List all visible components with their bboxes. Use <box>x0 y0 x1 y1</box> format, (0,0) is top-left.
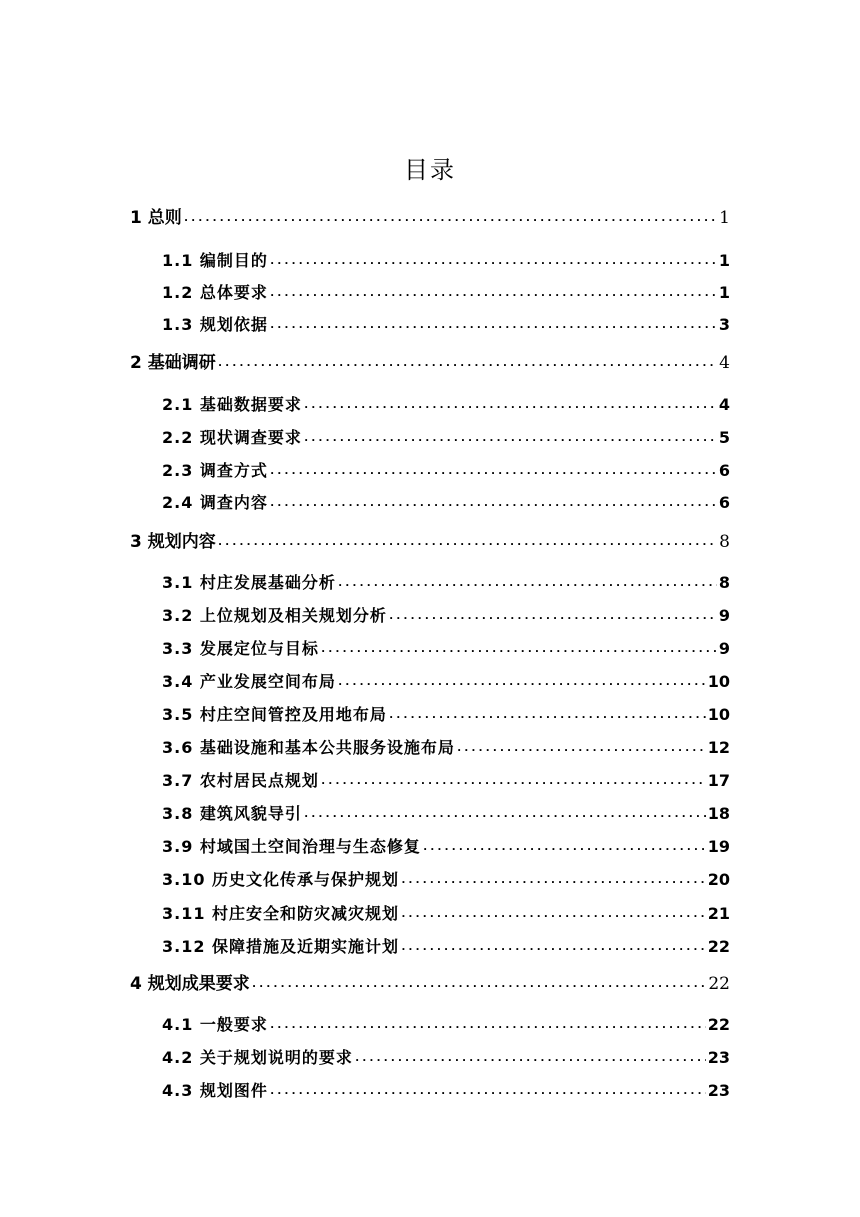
dot-leader <box>400 874 706 885</box>
toc-entry-label: 3 规划内容 <box>130 532 216 552</box>
toc-entry-label: 3.5 村庄空间管控及用地布局 <box>162 705 387 724</box>
toc-page-number: 23 <box>707 1081 730 1100</box>
toc-entry-label: 1 总则 <box>130 208 182 228</box>
dot-leader <box>269 319 717 330</box>
toc-page-number: 9 <box>718 606 730 625</box>
toc-entry-section-3-11[interactable] <box>162 903 730 925</box>
toc-entry-section-3-5[interactable] <box>162 704 730 726</box>
dot-leader <box>320 775 706 786</box>
toc-entry-section-3-8[interactable] <box>162 803 730 825</box>
dot-leader <box>303 808 706 819</box>
toc-entry-section-2-2[interactable] <box>162 427 730 449</box>
toc-entry-label: 4.2 关于规划说明的要求 <box>162 1048 353 1067</box>
dot-leader <box>269 465 717 476</box>
toc-entry-label: 2.3 调查方式 <box>162 461 268 480</box>
toc-page-number: 5 <box>718 428 730 447</box>
dot-leader <box>269 497 717 508</box>
toc-entry-section-2-4[interactable] <box>162 492 730 514</box>
toc-page-number: 17 <box>707 771 730 790</box>
toc-page-number: 1 <box>718 251 730 270</box>
toc-page-number: 10 <box>707 672 730 691</box>
toc-page-number: 1 <box>719 208 730 228</box>
toc-entry-section-3-10[interactable] <box>162 869 730 891</box>
toc-entry-label: 4.3 规划图件 <box>162 1081 268 1100</box>
dot-leader <box>400 941 706 952</box>
dot-leader <box>217 536 717 547</box>
toc-page-number: 8 <box>719 532 730 552</box>
toc-entry-section-4-2[interactable] <box>162 1047 730 1069</box>
toc-entry-chapter-4[interactable] <box>130 972 730 996</box>
dot-leader <box>388 709 706 720</box>
toc-entry-label: 3.11 村庄安全和防灾减灾规划 <box>162 904 400 923</box>
toc-entry-label: 2 基础调研 <box>130 353 216 373</box>
toc-entry-label: 4.1 一般要求 <box>162 1015 268 1034</box>
dot-leader <box>217 357 717 368</box>
toc-entry-section-4-3[interactable] <box>162 1080 730 1102</box>
dot-leader <box>400 908 706 919</box>
toc-page-number: 21 <box>707 904 730 923</box>
toc-entry-label: 2.1 基础数据要求 <box>162 395 302 414</box>
toc-page-number: 3 <box>718 315 730 334</box>
toc-entry-label: 4 规划成果要求 <box>130 974 250 994</box>
toc-page-number: 23 <box>707 1048 730 1067</box>
toc-entry-section-3-12[interactable] <box>162 936 730 958</box>
dot-leader <box>303 432 717 443</box>
toc-page-number: 18 <box>707 804 730 823</box>
toc-entry-label: 3.9 村域国土空间治理与生态修复 <box>162 837 421 856</box>
dot-leader <box>337 676 706 687</box>
dot-leader <box>183 212 717 223</box>
toc-page-number: 6 <box>718 461 730 480</box>
toc-entry-section-3-6[interactable] <box>162 737 730 759</box>
toc-entry-label: 3.8 建筑风貌导引 <box>162 804 302 823</box>
toc-entry-label: 3.1 村庄发展基础分析 <box>162 573 336 592</box>
toc-entry-label: 3.7 农村居民点规划 <box>162 771 319 790</box>
dot-leader <box>269 255 717 266</box>
dot-leader <box>269 1085 706 1096</box>
toc-entry-label: 3.12 保障措施及近期实施计划 <box>162 937 400 956</box>
toc-entry-section-4-1[interactable] <box>162 1014 730 1036</box>
dot-leader <box>422 841 706 852</box>
toc-page-number: 19 <box>707 837 730 856</box>
toc-entry-section-2-1[interactable] <box>162 394 730 416</box>
toc-page-number: 1 <box>718 283 730 302</box>
toc-entry-section-1-3[interactable] <box>162 314 730 336</box>
toc-entry-label: 3.6 基础设施和基本公共服务设施布局 <box>162 738 455 757</box>
dot-leader <box>269 287 717 298</box>
dot-leader <box>320 643 717 654</box>
toc-entry-section-3-1[interactable] <box>162 572 730 594</box>
toc-page-number: 4 <box>719 353 730 373</box>
toc-page-number: 22 <box>707 937 730 956</box>
toc-entry-section-1-1[interactable] <box>162 250 730 272</box>
dot-leader <box>303 399 717 410</box>
toc-entry-section-3-3[interactable] <box>162 638 730 660</box>
toc-entry-chapter-1[interactable] <box>130 206 730 230</box>
dot-leader <box>269 1019 706 1030</box>
dot-leader <box>251 978 707 989</box>
toc-page-number: 9 <box>718 639 730 658</box>
dot-leader <box>337 577 717 588</box>
toc-entry-label: 2.4 调查内容 <box>162 493 268 512</box>
dot-leader <box>388 610 717 621</box>
toc-entry-chapter-2[interactable] <box>130 351 730 375</box>
toc-entry-label: 1.2 总体要求 <box>162 283 268 302</box>
toc-page-number: 22 <box>708 974 730 994</box>
toc-entry-label: 2.2 现状调查要求 <box>162 428 302 447</box>
toc-page-number: 12 <box>707 738 730 757</box>
toc-page-number: 20 <box>707 870 730 889</box>
toc-page-number: 4 <box>718 395 730 414</box>
toc-page-number: 8 <box>718 573 730 592</box>
toc-entry-label: 1.3 规划依据 <box>162 315 268 334</box>
toc-entry-section-2-3[interactable] <box>162 460 730 482</box>
toc-entry-section-3-2[interactable] <box>162 605 730 627</box>
dot-leader <box>354 1052 706 1063</box>
toc-entry-section-3-4[interactable] <box>162 671 730 693</box>
dot-leader <box>456 742 706 753</box>
toc-entry-label: 3.4 产业发展空间布局 <box>162 672 336 691</box>
toc-entry-section-1-2[interactable] <box>162 282 730 304</box>
toc-entry-chapter-3[interactable] <box>130 530 730 554</box>
toc-page-number: 10 <box>707 705 730 724</box>
toc-entry-label: 3.2 上位规划及相关规划分析 <box>162 606 387 625</box>
toc-page-number: 22 <box>707 1015 730 1034</box>
toc-entry-label: 3.3 发展定位与目标 <box>162 639 319 658</box>
toc-entry-label: 1.1 编制目的 <box>162 251 268 270</box>
toc-entry-section-3-7[interactable] <box>162 770 730 792</box>
toc-entry-section-3-9[interactable] <box>162 836 730 858</box>
page-title: 目录 <box>404 156 456 184</box>
toc-entry-label: 3.10 历史文化传承与保护规划 <box>162 870 400 889</box>
toc-page-number: 6 <box>718 493 730 512</box>
